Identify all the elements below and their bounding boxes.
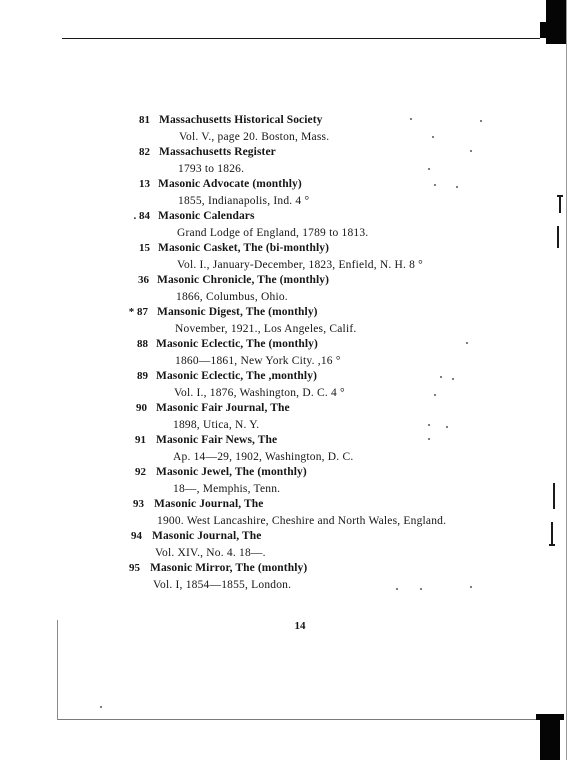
entry-number: 95 [129,562,140,574]
entry-number: 91 [135,434,146,446]
entry-title: Masonic Eclectic, The ,monthly) [156,370,317,382]
entry-number: 81 [139,114,150,126]
entry-detail: 1855, Indianapolis, Ind. 4 ° [178,195,310,207]
list-item [0,497,584,529]
entry-detail: Vol. I, 1854—1855, London. [153,579,292,591]
entry-detail: Vol. I., 1876, Washington, D. C. 4 ° [174,387,345,399]
entry-detail: Vol. XIV., No. 4. 18—. [155,547,266,559]
entry-number: 94 [131,530,142,542]
entry-title: Masonic Journal, The [154,498,264,510]
entry-number: 93 [133,498,144,510]
entry-detail: 18—, Memphis, Tenn. [173,483,281,495]
entry-number: 92 [135,466,146,478]
list-item [0,433,584,465]
list-item [0,337,584,369]
entry-title: Masonic Mirror, The (monthly) [150,562,308,574]
entry-title: Massachusetts Historical Society [159,114,323,126]
entry-detail: Grand Lodge of England, 1789 to 1813. [177,227,369,239]
entry-number: 15 [139,242,150,254]
list-item [0,561,584,593]
list-item [0,113,584,145]
entry-number: * 87 [128,306,148,318]
entry-detail: 1793 to 1826. [178,163,245,175]
entry-title: Masonic Advocate (monthly) [158,178,302,190]
list-item [0,305,584,337]
entry-title: Masonic Calendars [158,210,255,222]
entry-detail: 1860—1861, New York City. ,16 ° [175,355,341,367]
entry-title: Masonic Fair Journal, The [156,402,290,414]
entry-detail: Vol. V., page 20. Boston, Mass. [179,131,330,143]
list-item [0,209,584,241]
entry-detail: Ap. 14—29, 1902, Washington, D. C. [173,451,354,463]
entry-number: 82 [139,146,150,158]
list-item [0,465,584,497]
entry-title: Masonic Journal, The [152,530,262,542]
entry-title: Masonic Fair News, The [156,434,278,446]
page-number: 14 [294,620,306,632]
list-item [0,401,584,433]
list-item [0,145,584,177]
entry-detail: November, 1921., Los Angeles, Calif. [175,323,357,335]
entry-title: Masonic Chronicle, The (monthly) [157,274,330,286]
entry-title: Masonic Jewel, The (monthly) [156,466,307,478]
entry-number: 90 [136,402,147,414]
entry-title: Mansonic Digest, The (monthly) [157,306,318,318]
entry-detail: Vol. I., January-December, 1823, Enfield, N. H. 8 ° [177,259,423,271]
list-item [0,369,584,401]
list-item [0,529,584,561]
entry-number: 88 [137,338,148,350]
entry-detail: 1898, Utica, N. Y. [173,419,260,431]
list-item [0,177,584,209]
entry-number: 89 [137,370,148,382]
entry-title: Massachusetts Register [159,146,276,158]
entry-title: Masonic Casket, The (bi-monthly) [158,242,330,254]
entry-number: 36 [138,274,149,286]
list-item [0,241,584,273]
entry-number: 13 [139,178,150,190]
entry-number: . 84 [133,210,150,222]
list-item [0,273,584,305]
entry-title: Masonic Eclectic, The (monthly) [156,338,318,350]
entry-detail: 1866, Columbus, Ohio. [176,291,288,303]
entry-detail: 1900. West Lancashire, Cheshire and North Wales, England. [157,515,447,527]
